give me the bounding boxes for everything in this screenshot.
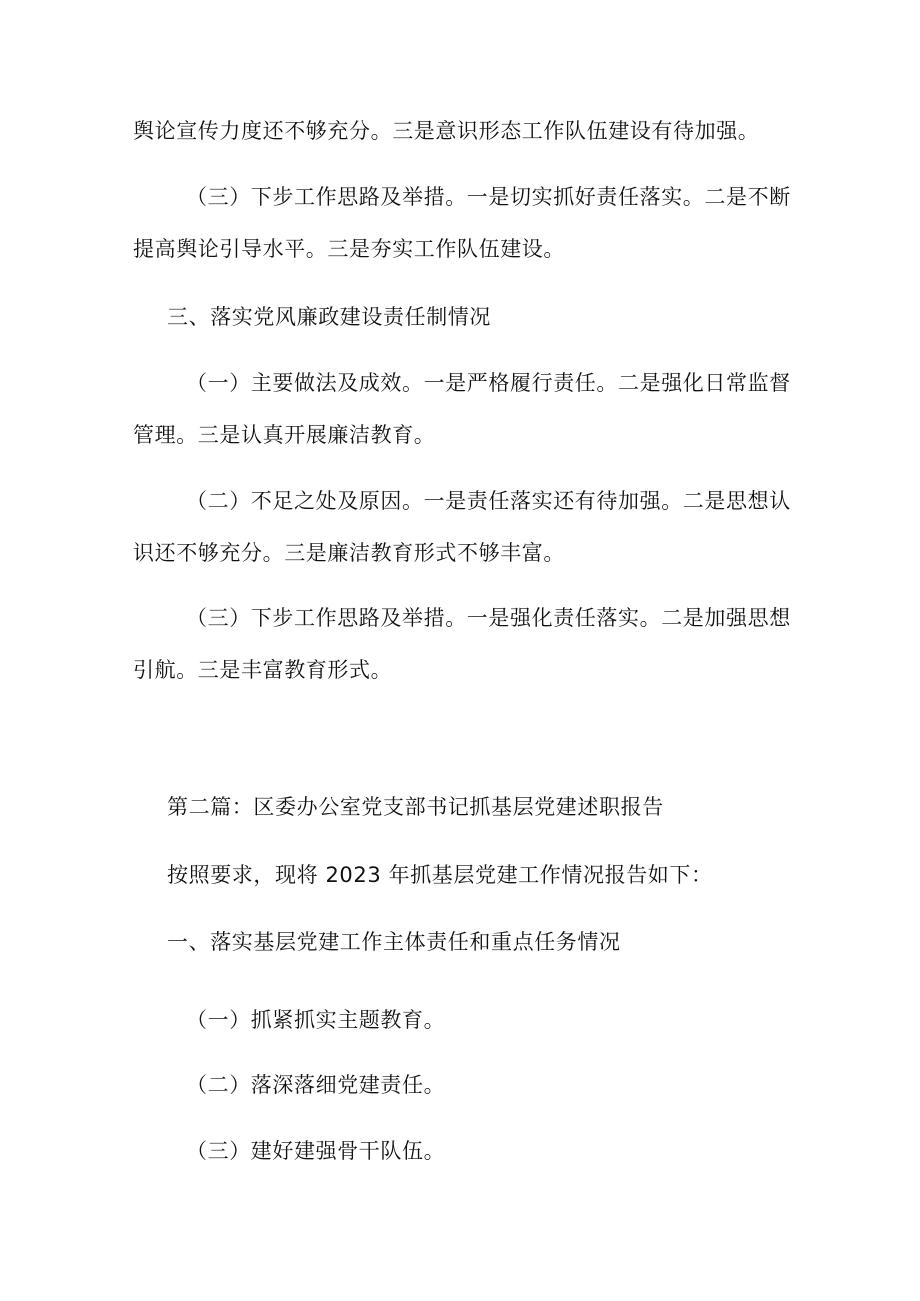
paragraph-line: 按照要求，现将 2023 年抓基层党建工作情况报告如下： [167, 863, 713, 887]
paragraph-line: （三）下步工作思路及举措。一是切实抓好责任落实。二是不断 [186, 185, 791, 209]
paragraph-line: （二）不足之处及原因。一是责任落实还有待加强。二是思想认 [186, 489, 791, 513]
paragraph-line: 引航。三是丰富教育形式。 [133, 658, 393, 682]
document-title: 第二篇：区委办公室党支部书记抓基层党建述职报告 [167, 795, 664, 819]
section-heading: 三、落实党风廉政建设责任制情况 [167, 305, 491, 329]
paragraph-line: 提高舆论引导水平。三是夯实工作队伍建设。 [133, 237, 565, 261]
paragraph-line: 识还不够充分。三是廉洁教育形式不够丰富。 [133, 541, 565, 565]
section-heading: 一、落实基层党建工作主体责任和重点任务情况 [167, 930, 621, 954]
paragraph-line: 管理。三是认真开展廉洁教育。 [133, 423, 436, 447]
list-item: （二）落深落细党建责任。 [186, 1073, 446, 1097]
paragraph-line: （三）下步工作思路及举措。一是强化责任落实。二是加强思想 [186, 606, 791, 630]
list-item: （三）建好建强骨干队伍。 [186, 1139, 446, 1163]
paragraph-line: 舆论宣传力度还不够充分。三是意识形态工作队伍建设有待加强。 [133, 119, 760, 143]
list-item: （一）抓紧抓实主题教育。 [186, 1008, 446, 1032]
paragraph-line: （一）主要做法及成效。一是严格履行责任。二是强化日常监督 [186, 371, 791, 395]
